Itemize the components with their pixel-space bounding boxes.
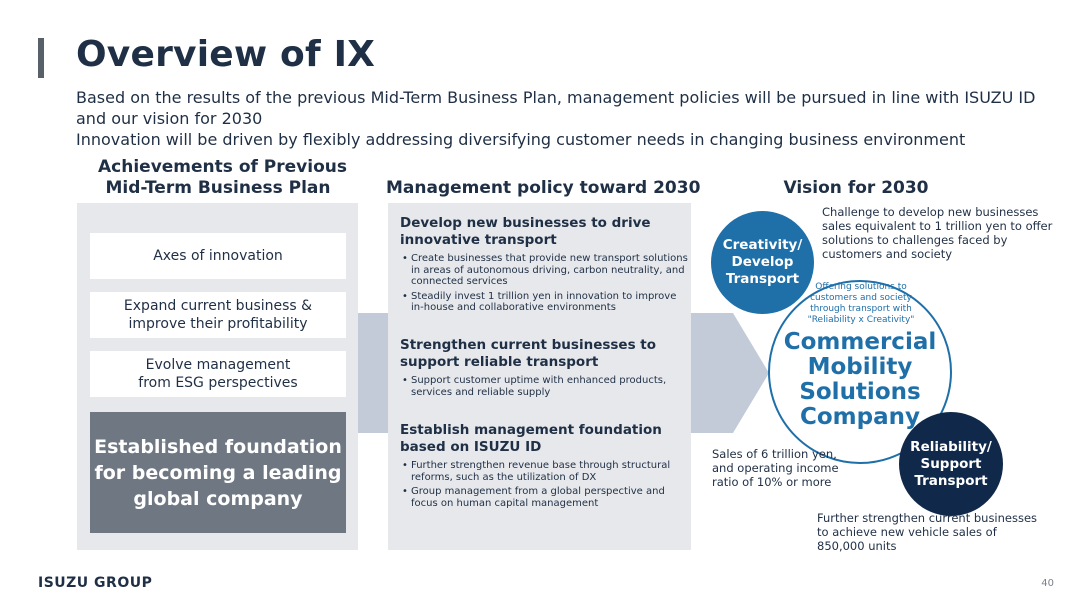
arrow-connector-1 (358, 313, 388, 433)
achievement-box-expand: Expand current business & improve their profitability (90, 292, 346, 338)
list-item: • Support customer uptime with enhanced products, services and reliable supply (400, 375, 690, 398)
policy-heading: Management policy toward 2030 (386, 178, 701, 198)
achievement-box-esg: Evolve management from ESG perspectives (90, 351, 346, 397)
reliability-circle: Reliability/ Support Transport (899, 412, 1003, 516)
list-item: • Create businesses that provide new transport solutions in areas of autonomous driving, carbon neutrality, and connected services (400, 253, 690, 288)
vision-center-title: Commercial Mobility Solutions Company (783, 329, 937, 430)
list-item: • Group management from a global perspective and focus on human capital management (400, 486, 690, 509)
creativity-circle: Creativity/ Develop Transport (711, 211, 814, 314)
arrow-chevron-2 (691, 313, 769, 433)
foundation-box: Established foundation for becoming a leading global company (90, 412, 346, 533)
page-subtitle (76, 87, 1056, 150)
title-accent-bar (38, 38, 44, 78)
list-item: • Further strengthen revenue base through structural reforms, such as the utilization of DX (400, 460, 690, 483)
subtitle-line-1: Based on the results of the previous Mid-Term Business Plan, management policies will be pursued in line with ISUZU ID and our vision for 2030 (76, 88, 1036, 128)
isuzu-group-logo: ISUZU GROUP (38, 575, 153, 591)
list-item: • Steadily invest 1 trillion yen in innovation to improve in-house and collaborative environments (400, 291, 690, 314)
policy-section-2-bullets (400, 375, 690, 401)
subtitle-line-2: Innovation will be driven by flexibly addressing diversifying customer needs in changing business environment (76, 130, 966, 149)
strengthen-note: Further strengthen current businesses to achieve new vehicle sales of 850,000 units (817, 511, 1038, 553)
policy-section-1-title: Develop new businesses to drive innovative transport (400, 215, 651, 248)
vision-heading: Vision for 2030 (783, 178, 929, 198)
policy-section-3-title: Establish management foundation based on ISUZU ID (400, 422, 662, 455)
challenge-note: Challenge to develop new businesses sales equivalent to 1 trillion yen to offer solutions to challenges faced by customers and society (822, 205, 1053, 261)
policy-section-1-bullets (400, 253, 690, 317)
achievement-box-innovation: Axes of innovation (90, 233, 346, 279)
sales-note: Sales of 6 trillion yen, and operating income ratio of 10% or more (712, 447, 839, 489)
policy-section-3-bullets (400, 460, 690, 512)
page-title: Overview of IX (76, 34, 376, 75)
achievements-heading: Achievements of Previous Mid-Term Business Plan (98, 157, 347, 198)
offering-text: Offering solutions to customers and society through transport with "Reliability x Creativity" (807, 282, 915, 325)
page-number: 40 (1041, 578, 1054, 589)
policy-section-2-title: Strengthen current businesses to support reliable transport (400, 337, 657, 370)
